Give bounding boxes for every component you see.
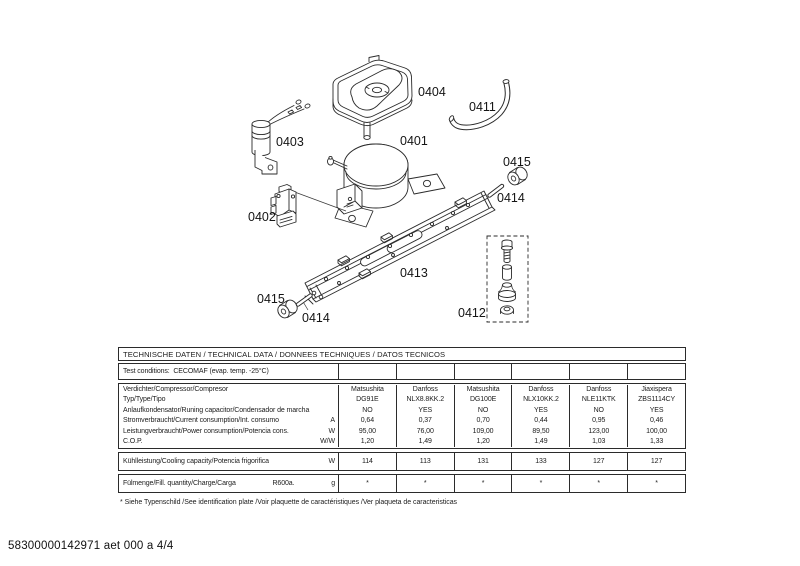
value-cell: NO <box>338 406 396 416</box>
brand-cell: Danfoss <box>396 385 454 395</box>
brand-cell: Jiaxispera <box>627 385 685 395</box>
part-label-0415-top: 0415 <box>503 155 531 169</box>
value-cell: 1,20 <box>454 437 512 447</box>
value-cell: 76,00 <box>396 427 454 437</box>
compressor-illustration <box>296 144 445 227</box>
test-conditions-cell-3 <box>454 364 512 379</box>
test-conditions-row <box>118 363 686 380</box>
part-label-0403: 0403 <box>276 135 304 149</box>
part-label-0415-bottom: 0415 <box>257 292 285 306</box>
table-title-text: TECHNISCHE DATEN / TECHNICAL DATA / DONNEES TECHNIQUES / DATOS TECNICOS <box>123 350 446 359</box>
row-label-cooling: Kühlleistung/Cooling capacity/Potencia frigorifica W <box>123 458 335 466</box>
value-cell: 0,44 <box>511 416 569 426</box>
model-cell: NLX8.8KK.2 <box>396 395 454 405</box>
value-cell: 95,00 <box>338 427 396 437</box>
value-cell: 1,03 <box>569 437 627 447</box>
value-cell: * <box>396 475 454 492</box>
brand-cell: Matsushita <box>338 385 396 395</box>
value-cell: YES <box>511 406 569 416</box>
row-label-compressor: Verdichter/Compressor/Compresor <box>123 386 229 393</box>
model-cell: NLX10KK.2 <box>511 395 569 405</box>
test-conditions-label <box>119 364 338 379</box>
refrigerant-type: R600a. <box>272 480 295 488</box>
value-cell: 109,00 <box>454 427 512 437</box>
value-cell: * <box>511 475 569 492</box>
value-cell: 100,00 <box>627 427 685 437</box>
row-label-cop: C.O.P. W/W <box>123 437 335 445</box>
row-label-current: Stromverbraucht/Current consumption/Int. consumo A <box>123 417 335 425</box>
row-label-type: Typ/Type/Tipo <box>123 396 166 404</box>
model-cell: DG100E <box>454 395 512 405</box>
test-conditions-cell-5 <box>569 364 627 379</box>
value-cell: * <box>569 475 627 492</box>
value-cell: 127 <box>569 453 627 470</box>
row-label-capacitor: Anlaufkondensator/Runing capacitor/Condensador de marcha <box>123 406 310 414</box>
brand-cell: Danfoss <box>569 385 627 395</box>
value-cell: * <box>338 475 396 492</box>
part-label-0402: 0402 <box>248 210 276 224</box>
value-cell: 1,20 <box>338 437 396 447</box>
part-label-0414-top: 0414 <box>497 191 525 205</box>
cooling-capacity-row <box>118 452 686 471</box>
value-cell: 1,33 <box>627 437 685 447</box>
part-label-0411: 0411 <box>469 100 496 114</box>
value-cell: NO <box>454 406 512 416</box>
technical-data-table <box>118 347 686 506</box>
value-cell: 114 <box>338 453 396 470</box>
model-cell: ZBS1114CY <box>627 395 685 405</box>
value-cell: 123,00 <box>569 427 627 437</box>
pin-bottom-illustration <box>298 296 311 311</box>
brand-cell: Danfoss <box>511 385 569 395</box>
fill-quantity-row <box>118 474 686 493</box>
test-conditions-cell-1 <box>338 364 396 379</box>
test-conditions-text: Test conditions: CECOMAF (evap. temp. -25°C) <box>123 368 269 375</box>
compressor-data-block <box>118 383 686 449</box>
part-label-0401: 0401 <box>400 134 428 148</box>
value-cell: 131 <box>454 453 512 470</box>
model-cell: DG91E <box>338 395 396 405</box>
value-cell: 0,37 <box>396 416 454 426</box>
mounting-rail-illustration <box>305 191 495 304</box>
part-label-0414-bottom: 0414 <box>302 311 330 325</box>
value-cell: * <box>454 475 512 492</box>
value-cell: * <box>627 475 685 492</box>
model-cell: NLE11KTK <box>569 395 627 405</box>
value-cell: 0,46 <box>627 416 685 426</box>
value-cell: NO <box>569 406 627 416</box>
document-number: 58300000142971 aet 000 a 4/4 <box>8 540 174 552</box>
value-cell: YES <box>627 406 685 416</box>
value-cell: 113 <box>396 453 454 470</box>
part-label-0404: 0404 <box>418 85 446 99</box>
mounting-plate-illustration <box>333 56 412 140</box>
test-conditions-cell-2 <box>396 364 454 379</box>
value-cell: 133 <box>511 453 569 470</box>
value-cell: 0,95 <box>569 416 627 426</box>
value-cell: 1,49 <box>511 437 569 447</box>
table-footnote: * Siehe Typenschild /See identification plate /Voir plaquette de caractéristiques /Ver plaqueta de caracteristicas <box>120 499 457 507</box>
part-label-0413: 0413 <box>400 266 428 280</box>
value-cell: 89,50 <box>511 427 569 437</box>
table-title <box>118 347 686 361</box>
value-cell: 0,70 <box>454 416 512 426</box>
hardware-kit-illustration <box>487 236 528 322</box>
row-label-power: Leistungverbraucht/Power consumption/Potencia cons. W <box>123 427 335 435</box>
value-cell: 1,49 <box>396 437 454 447</box>
test-conditions-cell-4 <box>511 364 569 379</box>
value-cell: 0,64 <box>338 416 396 426</box>
row-label-fill: Fülmenge/Fill. quantity/Charge/Carga R600a. g <box>119 475 338 492</box>
part-label-0412: 0412 <box>458 306 486 320</box>
test-conditions-cell-6 <box>627 364 685 379</box>
value-cell: 127 <box>627 453 685 470</box>
brand-cell: Matsushita <box>454 385 512 395</box>
value-cell: YES <box>396 406 454 416</box>
